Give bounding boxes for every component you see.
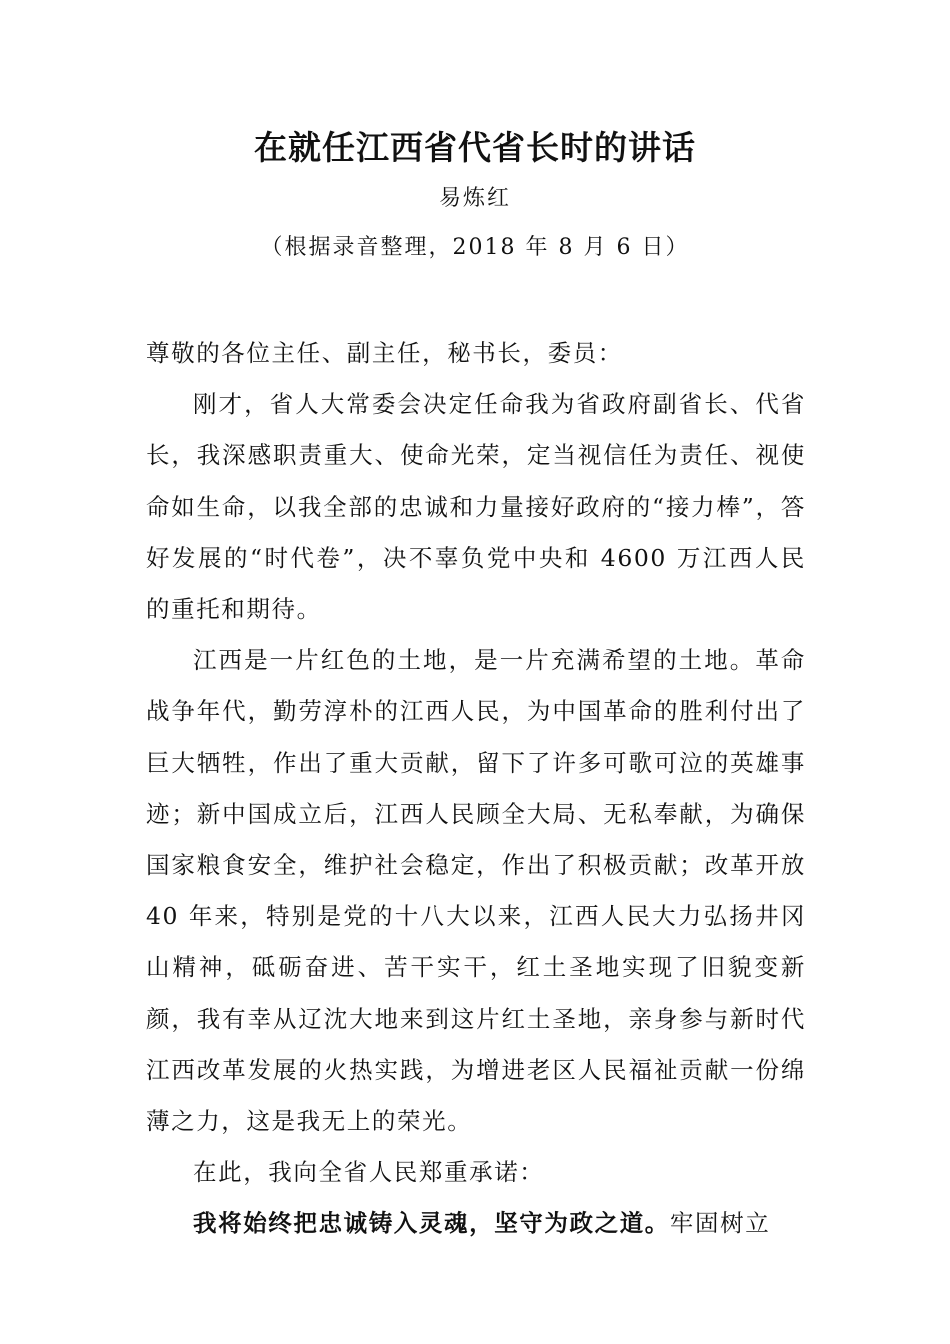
- paragraph-3: 在此，我向全省人民郑重承诺：: [193, 1158, 545, 1187]
- paragraph-1: 刚才，省人大常委会决定任命我为省政府副省长、代省长，我深感职责重大、使命光荣，定当视信任为责任、视使命如生命，以我全部的忠诚和力量接好政府的“接力棒”，答好发展的“时代卷”，决不辜负党中央和 4600 万江西人民的重托和期待。: [146, 390, 806, 624]
- paragraph-4: [146, 1198, 806, 1249]
- salutation: 尊敬的各位主任、副主任，秘书长，委员：: [146, 339, 623, 367]
- paragraph-4-text: 牢固树立: [669, 1209, 771, 1238]
- document-title: 在就任江西省代省长时的讲话: [254, 128, 696, 167]
- paragraph-2: 江西是一片红色的土地，是一片充满希望的土地。革命战争年代，勤劳淳朴的江西人民，为中国革命的胜利付出了巨大牺牲，作出了重大贡献，留下了许多可歌可泣的英雄事迹；新中国成立后，江西人民顾全大局、无私奉献，为确保国家粮食安全，维护社会稳定，作出了积极贡献；改革开放 40 年来，特别是党的十八大以来，江西人民大力弘扬井冈山精神，砥砺奋进、苦干实干，红土圣地实现了旧貌变新颜，我有幸从辽沈大地来到这片红土圣地，亲身参与新时代江西改革发展的火热实践，为增进老区人民福祉贡献一份绵薄之力，这是我无上的荣光。: [146, 646, 806, 1136]
- speech-body: [146, 328, 806, 1250]
- recording-note: （根据录音整理，2018 年 8 月 6 日）: [260, 235, 690, 260]
- author-name: 易炼红: [438, 186, 511, 211]
- paragraph-4-bold-lead: 我将始终把忠诚铸入灵魂，坚守为政之道。: [193, 1209, 670, 1238]
